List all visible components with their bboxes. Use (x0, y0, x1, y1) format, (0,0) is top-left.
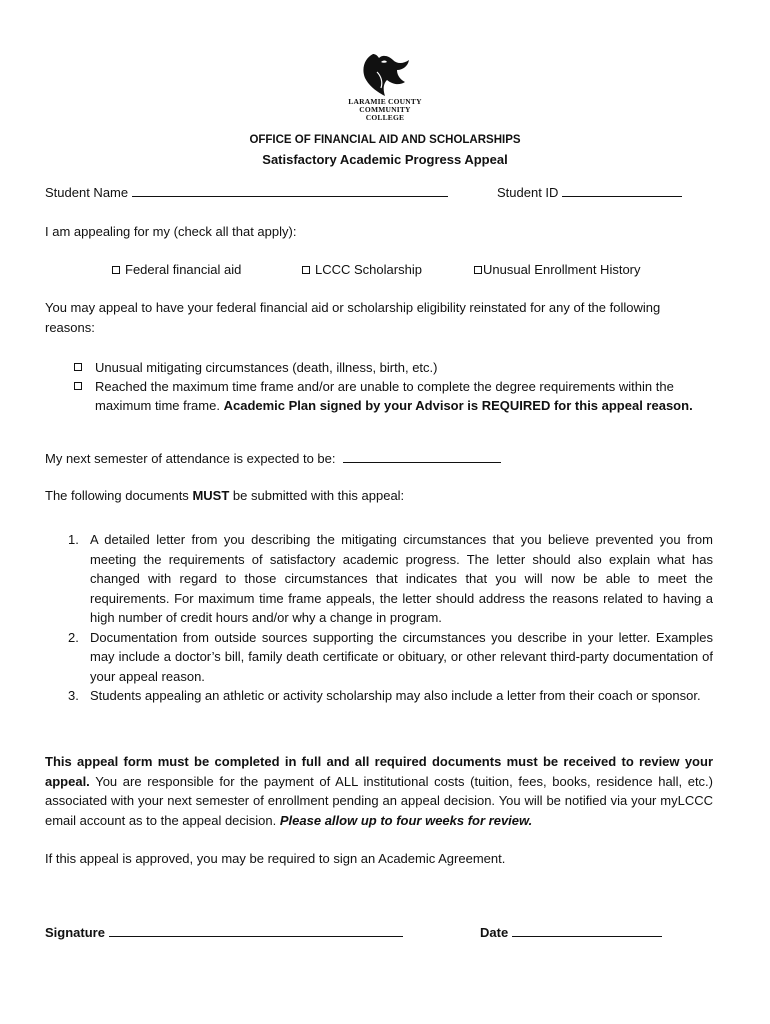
form-title: Satisfactory Academic Progress Appeal (262, 152, 508, 167)
reason-item (74, 358, 714, 377)
college-logo (340, 52, 430, 122)
student-name-label: Student Name (45, 185, 129, 200)
attendance-field[interactable] (343, 451, 501, 463)
document-item (68, 628, 713, 687)
checkbox-icon[interactable] (74, 363, 82, 371)
document-item (68, 530, 713, 628)
item-text: Documentation from outside sources supporting the circumstances you describe in your letter. Examples may include a doctor’s bill, family death certificate or obituary, or other relevant third-party documentation of your appeal reason. (90, 629, 713, 684)
checkbox-icon[interactable] (112, 266, 120, 274)
item-number: 1. (68, 532, 79, 547)
item-number: 3. (68, 688, 79, 703)
reasons-list (74, 358, 714, 415)
student-id-label: Student ID (497, 185, 559, 200)
student-name-row (45, 185, 448, 200)
signature-field[interactable] (109, 925, 403, 937)
signature-label: Signature (45, 925, 105, 940)
documents-intro (45, 488, 404, 503)
documents-must: MUST (192, 488, 230, 503)
reasons-intro: You may appeal to have your federal financial aid or scholarship eligibility reinstated for any of the following reasons: (45, 300, 661, 335)
notice-bold: This appeal form must be completed in full and all required documents must be received to review your appeal. (45, 754, 713, 789)
notice-review-time: Please allow up to four weeks for review. (279, 812, 533, 828)
reason-requirement: Academic Plan signed by your Advisor is REQUIRED for this appeal reason. (223, 398, 693, 413)
appeal-prompt: I am appealing for my (check all that apply): (45, 224, 297, 239)
reason-item (74, 377, 714, 415)
notice-paragraph (45, 752, 713, 830)
option-label: LCCC Scholarship (315, 262, 422, 277)
reason-text: Reached the maximum time frame and/or are unable to complete the degree requirements within the maximum time frame. (95, 379, 674, 413)
documents-intro-end: be submitted with this appeal: (232, 488, 405, 503)
approval-note: If this appeal is approved, you may be required to sign an Academic Agreement. (45, 851, 506, 866)
option-federal-aid[interactable] (112, 262, 241, 277)
attendance-row (45, 451, 501, 466)
option-unusual-enrollment[interactable] (474, 262, 641, 277)
item-text: A detailed letter from you describing the mitigating circumstances that you believe prevented you from meeting the requirements of satisfactory academic progress. The letter should also explain what has changed with regard to those circumstances that indicates that you will now be able to meet the requirements. For maximum time frame appeals, the letter should address the reasons related to having a high number of credit hours and/or why a change in program. (90, 532, 713, 625)
documents-intro-text: The following documents (45, 488, 189, 503)
student-name-field[interactable] (132, 185, 448, 197)
notice-text: You are responsible for the payment of ALL institutional costs (tuition, fees, books, residence hall, etc.) associated with your next semester of enrollment pending an appeal decision. You will be notified via your myLCCC email account as to the appeal decision. (45, 773, 713, 828)
eagle-logo-icon (359, 52, 411, 98)
checkbox-icon[interactable] (474, 266, 482, 274)
logo-line-1: LARAMIE COUNTY (348, 97, 422, 106)
student-id-field[interactable] (562, 185, 682, 197)
option-label: Unusual Enrollment History (483, 262, 641, 277)
documents-list (68, 530, 713, 706)
option-lccc-scholarship[interactable] (302, 262, 422, 277)
office-heading: OFFICE OF FINANCIAL AID AND SCHOLARSHIPS (249, 134, 521, 146)
checkbox-icon[interactable] (74, 382, 82, 390)
reason-text: Unusual mitigating circumstances (death, illness, birth, etc.) (95, 360, 438, 375)
signature-row (45, 925, 403, 940)
document-item (68, 686, 713, 706)
student-id-row (497, 185, 682, 200)
logo-line-2: COMMUNITY COLLEGE (359, 105, 411, 122)
item-number: 2. (68, 629, 79, 645)
attendance-label: My next semester of attendance is expected to be: (45, 451, 336, 466)
date-field[interactable] (512, 925, 662, 937)
checkbox-icon[interactable] (302, 266, 310, 274)
option-label: Federal financial aid (125, 262, 242, 277)
date-row (480, 925, 662, 940)
date-label: Date (480, 925, 509, 940)
item-text: Students appealing an athletic or activity scholarship may also include a letter from their coach or sponsor. (90, 688, 701, 703)
